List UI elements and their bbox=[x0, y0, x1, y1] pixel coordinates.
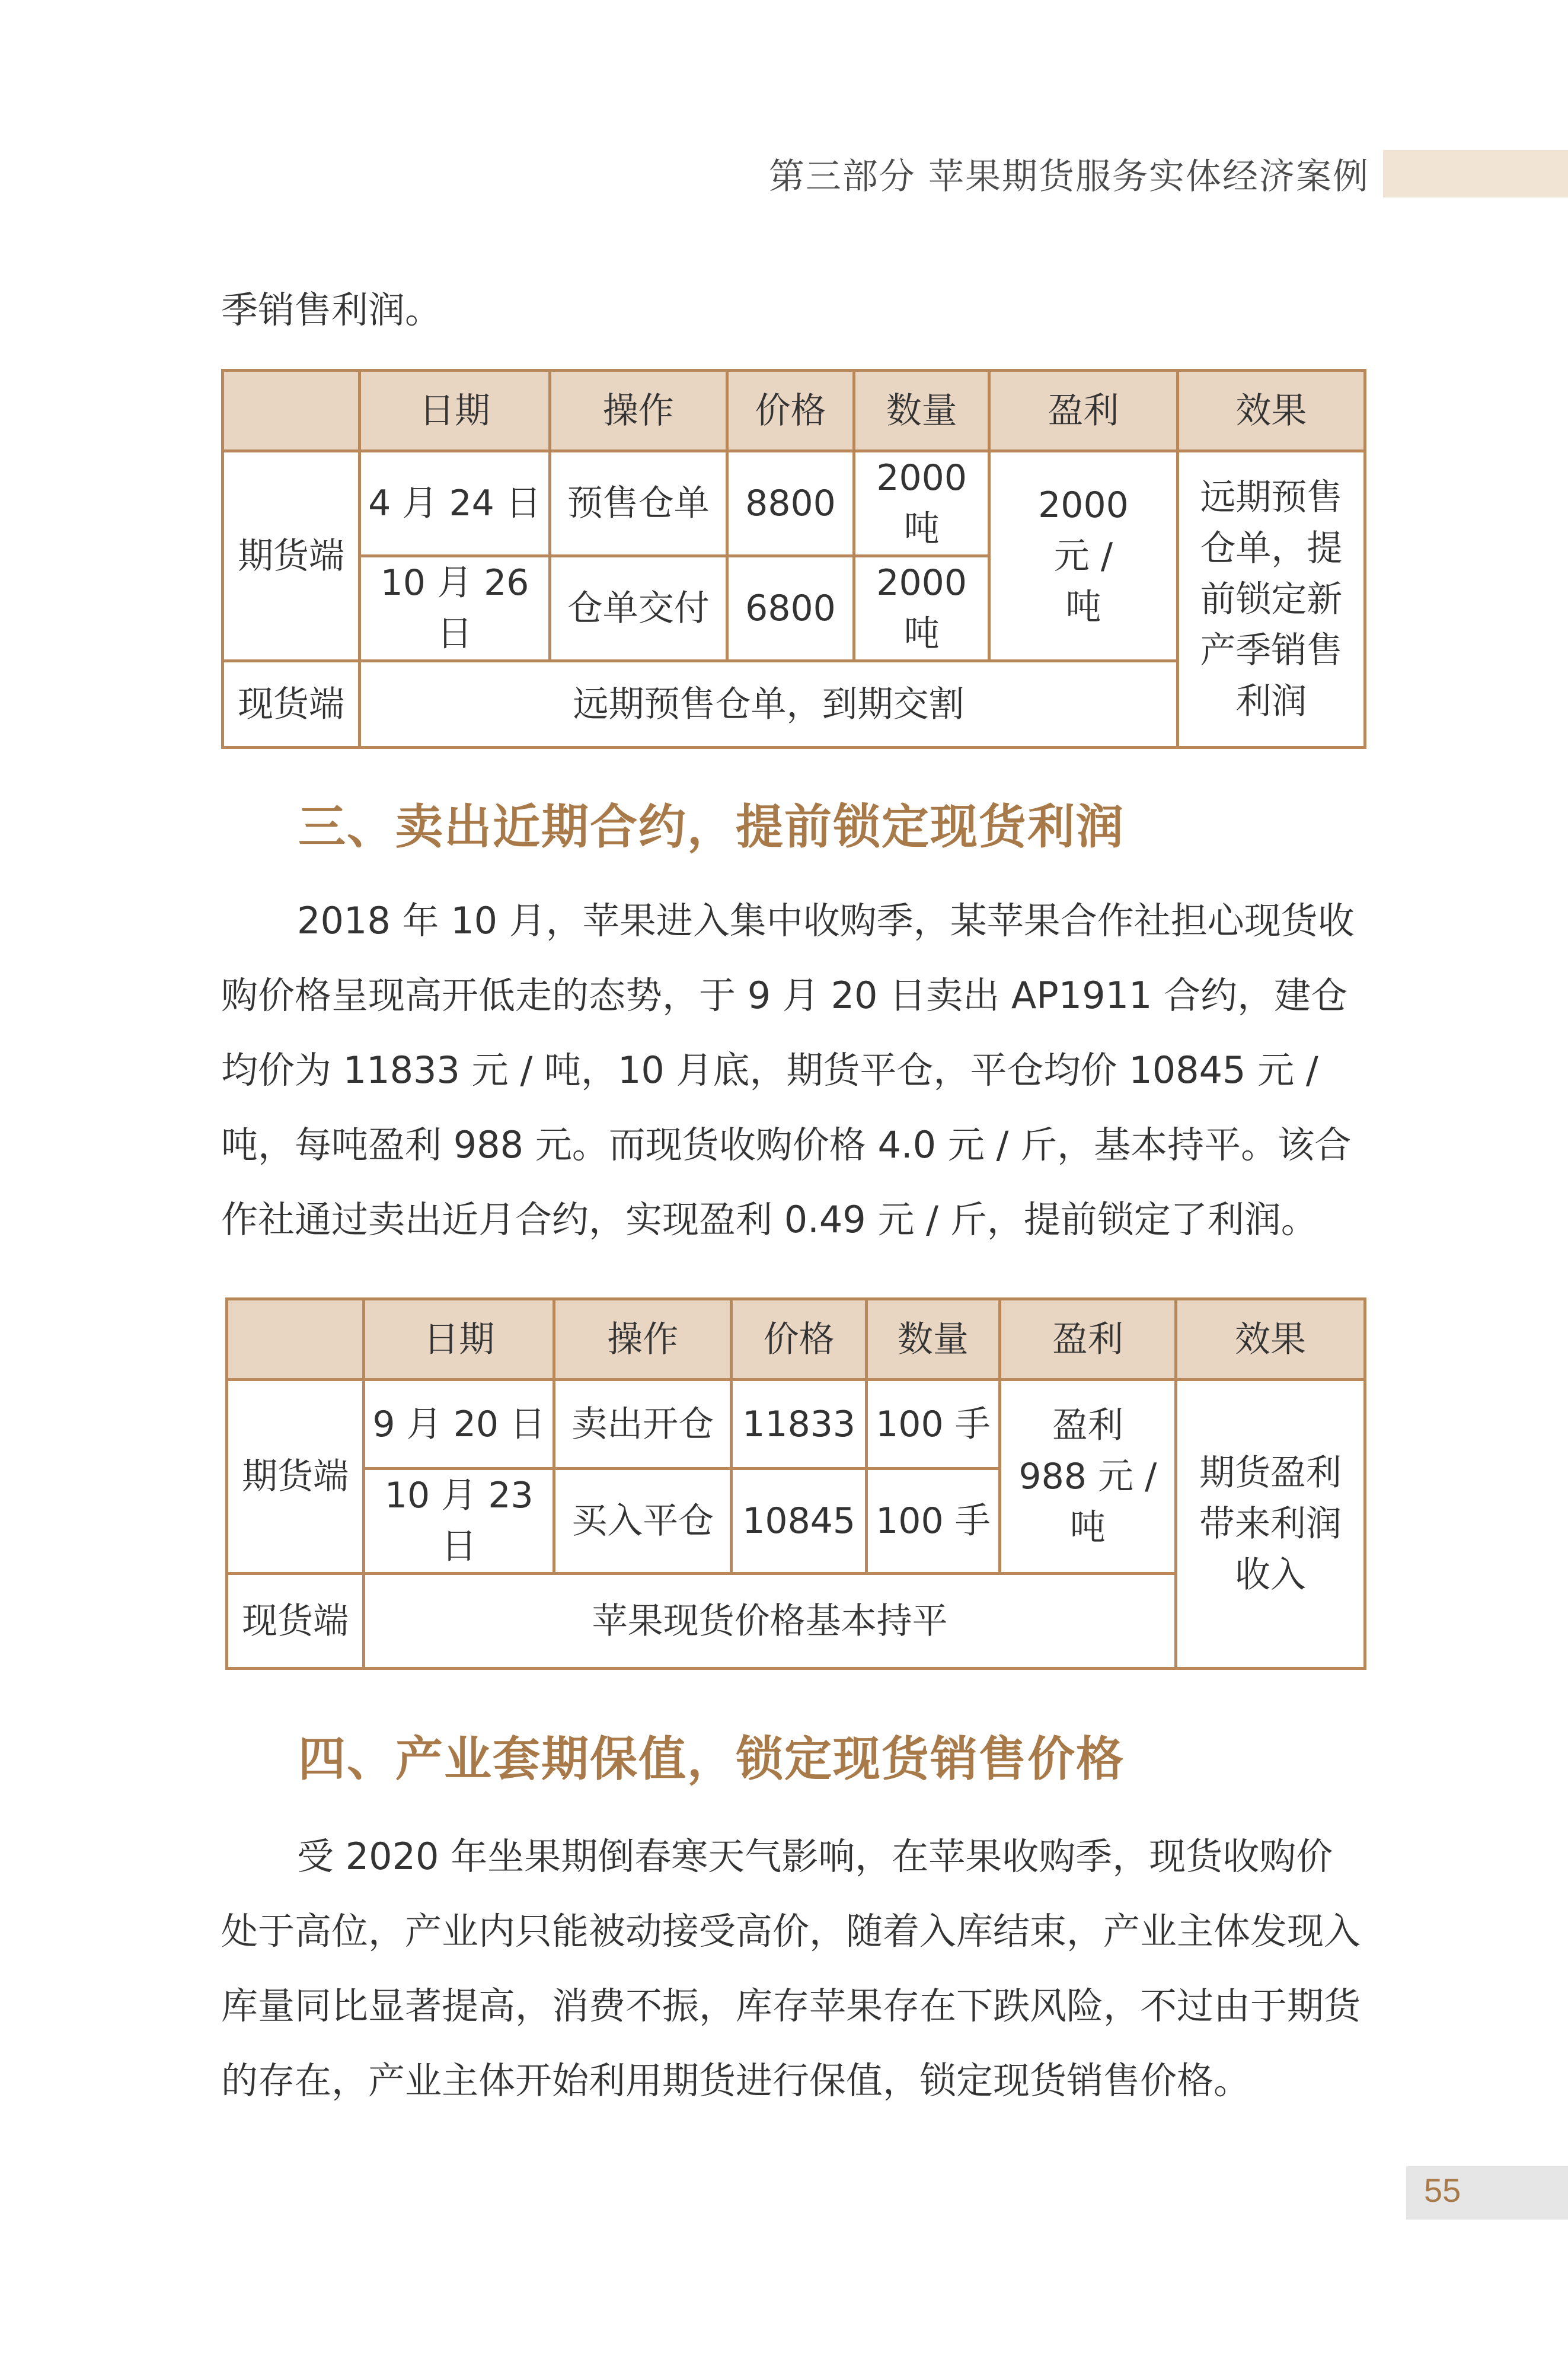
cell-profit: 2000 元 / 吨 bbox=[989, 451, 1178, 661]
section-body-paragraph: 受 2020 年坐果期倒春寒天气影响，在苹果收购季，现货收购价处于高位，产业内只能被动接受高价，随着入库结束，产业主体发现入库量同比显著提高，消费不振，库存苹果存在下跌风险，不过由于期货的存在，产业主体开始利用期货进行保值，锁定现货销售价格。 bbox=[221, 1835, 1361, 2102]
cell-effect: 期货盈利带来利润收入 bbox=[1176, 1380, 1365, 1669]
cell-quantity: 2000 吨 bbox=[854, 556, 989, 661]
spot-label: 现货端 bbox=[227, 1574, 364, 1669]
header-cell-effect: 效果 bbox=[1177, 371, 1365, 451]
cell-price: 8800 bbox=[727, 451, 854, 556]
header-cell-blank bbox=[227, 1299, 364, 1380]
header-cell-operation: 操作 bbox=[550, 371, 727, 451]
header-cell-quantity: 数量 bbox=[854, 371, 989, 451]
cell-date: 4 月 24 日 bbox=[360, 451, 550, 556]
running-head: 第三部分 苹果期货服务实体经济案例 bbox=[768, 156, 1369, 197]
cell-quantity: 100 手 bbox=[867, 1380, 1000, 1469]
cell-date: 9 月 20 日 bbox=[364, 1380, 554, 1469]
header-cell-price: 价格 bbox=[732, 1299, 867, 1380]
table-header-row bbox=[223, 371, 1365, 451]
cell-quantity: 100 手 bbox=[867, 1469, 1000, 1574]
cell-quantity: 2000 吨 bbox=[854, 451, 989, 556]
table-row bbox=[227, 1380, 1365, 1469]
cell-effect: 远期预售仓单，提前锁定新产季销售利润 bbox=[1177, 451, 1365, 748]
cell-operation: 仓单交付 bbox=[550, 556, 727, 661]
cell-date: 10 月 26 日 bbox=[360, 556, 550, 661]
header-cell-effect: 效果 bbox=[1176, 1299, 1365, 1380]
page-number-box bbox=[1406, 2166, 1568, 2220]
header-cell-blank bbox=[223, 371, 360, 451]
table-header-row bbox=[227, 1299, 1365, 1380]
table-row bbox=[223, 451, 1365, 556]
spot-text: 远期预售仓单，到期交割 bbox=[360, 661, 1178, 748]
futures-label: 期货端 bbox=[227, 1380, 364, 1574]
section-title: 三、卖出近期合约，提前锁定现货利润 bbox=[298, 799, 1125, 855]
intro-tail-paragraph: 季销售利润。 bbox=[221, 288, 442, 331]
cell-price: 11833 bbox=[732, 1380, 867, 1469]
cell-price: 10845 bbox=[732, 1469, 867, 1574]
page-number: 55 bbox=[1424, 2172, 1461, 2209]
futures-label: 期货端 bbox=[223, 451, 360, 661]
header-cell-date: 日期 bbox=[360, 371, 550, 451]
table-futures-profit bbox=[225, 1297, 1366, 1670]
header-cell-profit: 盈利 bbox=[989, 371, 1178, 451]
cell-operation: 买入平仓 bbox=[554, 1469, 732, 1574]
running-head-band bbox=[1383, 150, 1568, 197]
header-cell-price: 价格 bbox=[727, 371, 854, 451]
spot-label: 现货端 bbox=[223, 661, 360, 748]
header-cell-quantity: 数量 bbox=[867, 1299, 1000, 1380]
header-cell-operation: 操作 bbox=[554, 1299, 732, 1380]
header-cell-date: 日期 bbox=[364, 1299, 554, 1380]
cell-operation: 预售仓单 bbox=[550, 451, 727, 556]
cell-date: 10 月 23 日 bbox=[364, 1469, 554, 1574]
cell-operation: 卖出开仓 bbox=[554, 1380, 732, 1469]
section-title: 四、产业套期保值，锁定现货销售价格 bbox=[298, 1731, 1125, 1787]
header-cell-profit: 盈利 bbox=[999, 1299, 1176, 1380]
table-warehouse-receipt bbox=[221, 369, 1366, 749]
cell-price: 6800 bbox=[727, 556, 854, 661]
section-body-paragraph: 2018 年 10 月，苹果进入集中收购季，某苹果合作社担心现货收购价格呈现高开低走的态势，于 9 月 20 日卖出 AP1911 合约，建仓均价为 11833 元 / 吨，10 月底，期货平仓，平仓均价 10845 元 / 吨，每吨盈利 988 元。而现货收购价格 4.0 元 / 斤，基本持平。该合作社通过卖出近月合约，实现盈利 0.49 元 / 斤，提前锁定了利润。 bbox=[221, 899, 1355, 1241]
spot-text: 苹果现货价格基本持平 bbox=[364, 1574, 1176, 1669]
cell-profit: 盈利 988 元 / 吨 bbox=[999, 1380, 1176, 1574]
